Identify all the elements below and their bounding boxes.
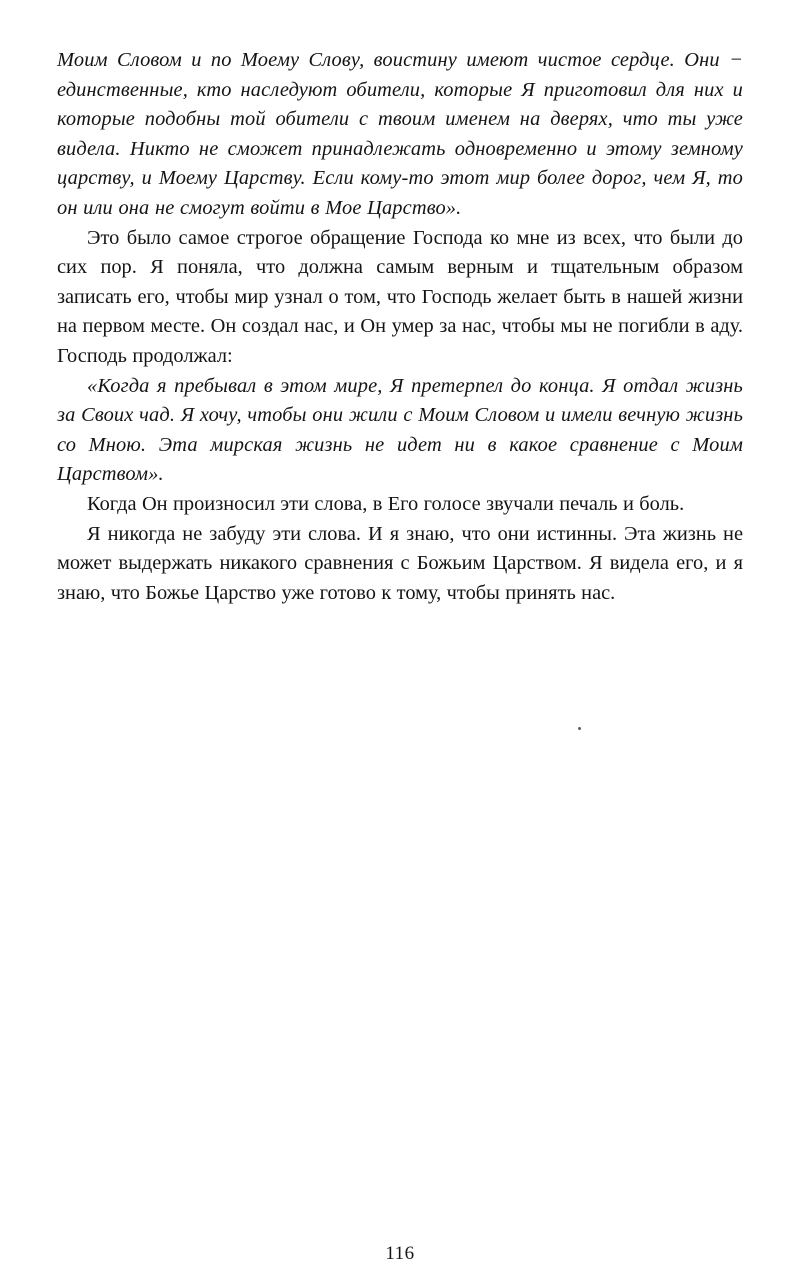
paragraph-quote-second: «Когда я пребывал в этом мире, Я претерпел до конца. Я отдал жизнь за Своих чад. Я хочу, чтобы они жили с Моим Словом и имели вечную жизнь со Мною. Эта мирская жизнь не идет ни в какое сравнение с Моим Царством».: [57, 374, 743, 486]
paragraph-narrative-first: Это было самое строгое обращение Господа ко мне из всех, что были до сих пор. Я поняла, что должна самым верным и тщательным образом записать его, чтобы мир узнал о том, что Господь желает быть в нашей жизни на первом месте. Он создал нас, и Он умер за нас, чтобы мы не погибли в аду. Господь продолжал:: [57, 226, 743, 367]
page-number: 116: [385, 1243, 415, 1264]
speck-mark: [578, 727, 581, 730]
page-body-text: [57, 46, 743, 608]
paragraph-narrative-third: Я никогда не забуду эти слова. И я знаю, что они истинны. Эта жизнь не может выдержать никакого сравнения с Божьим Царством. Я видела его, и я знаю, что Божье Царство уже готово к тому, чтобы принять нас.: [57, 522, 743, 604]
paragraph-narrative-second: Когда Он произносил эти слова, в Его голосе звучали печаль и боль.: [87, 492, 685, 515]
paragraph-quote-continued: Моим Словом и по Моему Слову, воистину имеют чистое сердце. Они − единственные, кто наследуют обители, которые Я приготовил для них и которые подобны той обители с твоим именем на дверях, что ты уже видела. Никто не сможет принадлежать одновременно и этому земному царству, и Моему Царству. Если кому-то этот мир более дорог, чем Я, то он или она не смогут войти в Мое Царство».: [57, 49, 743, 219]
